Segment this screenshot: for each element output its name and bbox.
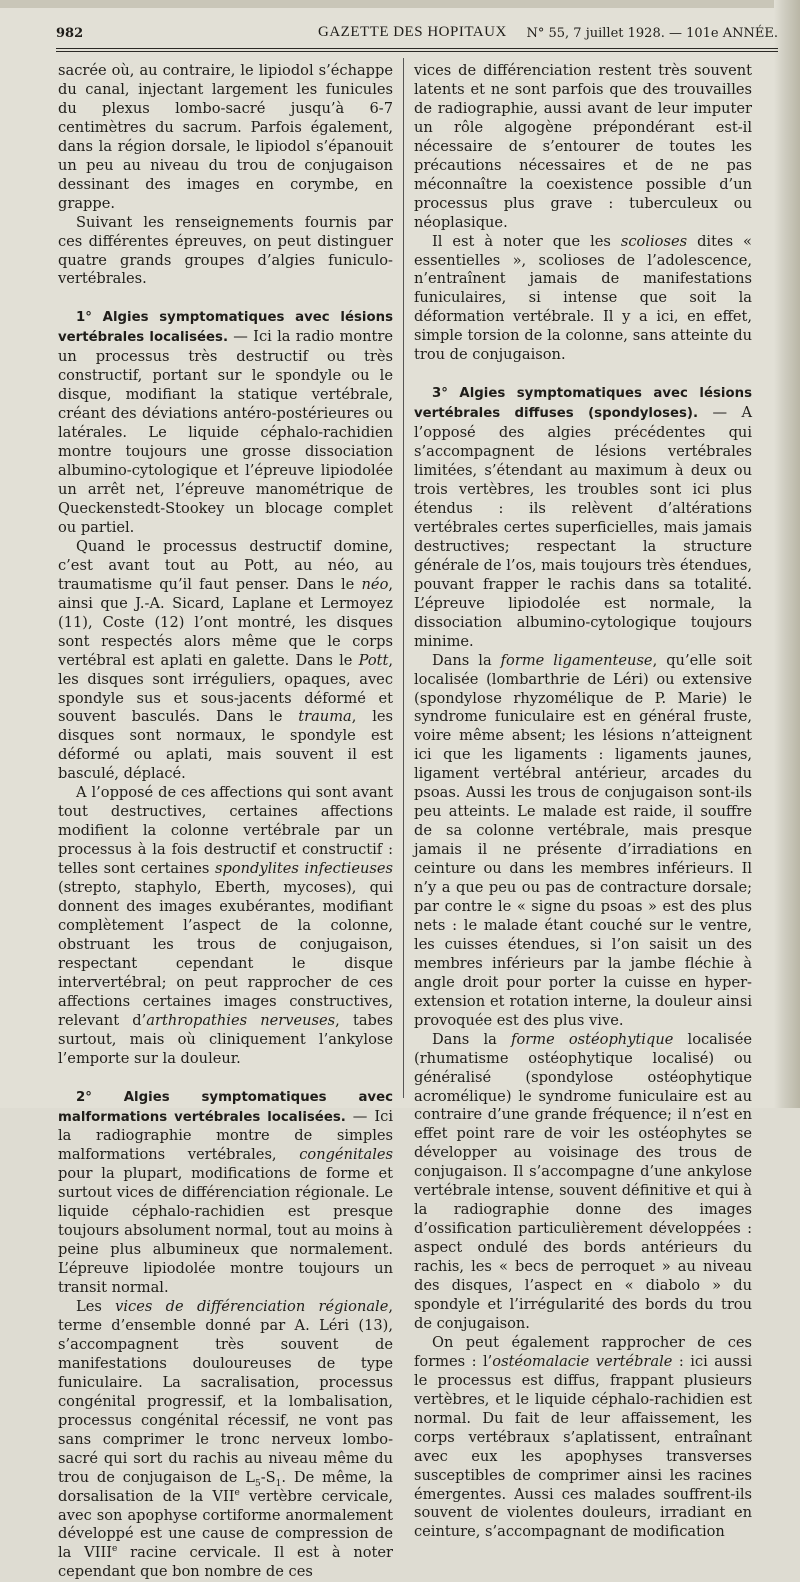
section-heading: 2° Algies symptomatiques avec malformations vertébrales localisées.	[58, 1089, 393, 1125]
page-number: 982	[56, 26, 84, 41]
paragraph: Quand le processus destructif domine, c’est avant tout au Pott, au néo, au traumatisme qu’il faut penser. Dans le néo, ainsi que J.-A. Sicard, Laplane et Lermoyez (11), Coste (12) l’ont montré, les disques sont respectés alors même que le corps vertébral est aplati en galette. Dans le Pott, les disques sont irréguliers, opaques, avec spondyle sus et sous-jacents déformé et souvent basculés. Dans le trauma, les disques sont normaux, le spondyle est déformé ou aplati, mais souvent il est basculé, déplacé.	[58, 537, 393, 783]
paragraph: Suivant les renseignements fournis par ces différentes épreuves, on peut distinguer quatre grands groupes d’algies funiculo-vertébrales.	[58, 213, 393, 288]
paragraph: Dans la forme ligamenteuse, qu’elle soit localisée (lombarthrie de Léri) ou extensive (spondylose rhyzomélique de P. Marie) le syndrome funiculaire est en général fruste, voire même absent; les lésions n’atteignent ici que les ligaments : ligaments jaunes, ligament vertébral antérieur, arcades du psoas. Aussi les trous de conjugaison sont-ils peu atteints. Le malade est raide, il souffre de sa colonne vertébrale, mais presque jamais il ne présente d’irradiations en ceinture ou dans les membres inférieurs. Il n’y a que peu ou pas de contracture dorsale; par contre le « signe du psoas » est des plus nets : le malade étant couché sur le ventre, les cuisses étendues, si l’on saisit un des membres inférieurs par la jambe fléchie à angle droit pour porter la cuisse en hyper-extension et rotation interne, la douleur ainsi provoquée est des plus vive.	[414, 651, 753, 1029]
section-1: 1° Algies symptomatiques avec lésions vertébrales localisées. — Ici la radio montre un processus très destructif ou très constructif, portant sur le spondyle ou le disque, modifiant la statique vertébrale, créant des déviations antéro-postérieures ou latérales. Le liquide céphalo-rachidien montre toujours une grosse dissociation albumino-cytologique et l’épreuve lipiodolée un arrêt net, l’épreuve manométrique de Queckenstedt-Stookey un blocage complet ou partiel.	[58, 310, 393, 536]
paragraph: Les vices de différenciation régionale, terme d’ensemble donné par A. Léri (13), s’accompagnent très souvent de manifestations douloureuses de type funiculaire. La sacralisation, processus congénital progressif, et la lombalisation, processus congénital récessif, ne vont pas sans comprimer le tronc nerveux lombo-sacré qui sort du rachis au niveau même du trou de conjugaison de $L_5-S_1$. De même, la dorsalisation de la VIIe vertèbre cervicale, avec son apophyse cortiforme anormalement développé est une cause de compression de la VIIIe racine cervicale. Il est à noter cependant que bon nombre de ces	[58, 1298, 393, 1581]
paragraph: Il est à noter que les scolioses dites « essentielles », scolioses de l’adolescence, n’entraînent jamais de manifestations funiculaires, si intense que soit la déformation vertébrale. Il y a ici, en effet, simple torsion de la colonne, sans atteinte du trou de conjugaison.	[414, 232, 752, 364]
paragraph: A l’opposé de ces affections qui sont avant tout destructives, certaines affections modifient la colonne vertébrale par un processus à la fois destructif et constructif : telles sont certaines spondylites infectieuses (strepto, staphylo, Eberth, mycoses), qui donnent des images exubérantes, modifiant complètement l’aspect de la colonne, obstruant les trous de conjugaison, respectant cependant le disque intervertébral; on peut rapprocher de ces affections certaines images constructives, relevant d’arthropathies nerveuses, tabes surtout, mais où cliniquement l’ankylose l’emporte sur la douleur.	[58, 784, 393, 1067]
paragraph: sacrée où, au contraire, le lipiodol s’échappe du canal, injectant largement les funicules du plexus lombo-sacré jusqu’à 6-7 centimètres du sacrum. Parfois également, dans la région dorsale, le lipiodol s’épanouit un peu au niveau du trou de conjugaison dessinant des images en corymbe, en grappe.	[58, 62, 393, 212]
section-heading: 1° Algies symptomatiques avec lésions vertébrales localisées.	[58, 310, 393, 346]
right-column	[414, 62, 752, 1542]
issue-info: N° 55, 7 juillet 1928. — 101e ANNÉE.	[526, 26, 778, 41]
running-header	[56, 22, 778, 44]
journal-title: GAZETTE DES HOPITAUX	[318, 24, 507, 40]
section-2: 2° Algies symptomatiques avec malformations vertébrales localisées. — Ici la radiographie montre de simples malformations vertébrales, congénitales pour la plupart, modifications de forme et surtout vices de différenciation régionale. Le liquide céphalo-rachidien est presque toujours absolument normal, tout au moins à peine plus albumineux que normalement. L’épreuve lipiodolée montre toujours un transit normal.	[58, 1089, 393, 1297]
section-3: 3° Algies symptomatiques avec lésions vertébrales diffuses (spondyloses). — A l’opposé des algies précédentes qui s’accompagnent de lésions vertébrales limitées, s’étendant au maximum à deux ou trois vertèbres, les troubles sont ici plus étendus : ils relèvent d’altérations vertébrales certes superficielles, mais jamais destructives; respectant la structure générale de l’os, mais toujours très étendues, pouvant frapper le rachis dans sa totalité. L’épreuve lipiodolée est normale, la dissociation albumino-cytologique toujours minime.	[414, 386, 752, 650]
section-heading: 3° Algies symptomatiques avec lésions vertébrales diffuses (spondyloses).	[414, 386, 752, 422]
left-column	[58, 62, 393, 1582]
paragraph: vices de différenciation restent très souvent latents et ne sont parfois que des trouvailles de radiographie, aussi avant de leur imputer un rôle algogène prépondérant est-il nécessaire de s’entourer de toutes les précautions nécessaires et de ne pas méconnaître la coexistence possible d’un processus plus grave : tuberculeux ou néoplasique.	[414, 62, 752, 231]
page-right-edge	[774, 0, 800, 1108]
page-top-edge	[0, 0, 800, 8]
header-rule	[56, 48, 778, 49]
column-separator	[403, 58, 404, 1098]
header-rule-thin	[56, 51, 778, 52]
paragraph: On peut également rapprocher de ces formes : l’ostéomalacie vertébrale : ici aussi le processus est diffus, frappant plusieurs vertèbres, et le liquide céphalo-rachidien est normal. Du fait de leur affaissement, les corps vertébraux s’aplatissent, entraînant avec eux les apophyses transverses susceptibles de comprimer ainsi les racines émergentes. Aussi ces malades souffrent-ils souvent de violentes douleurs, irradiant en ceinture, s’accompagnant de modification	[414, 1333, 752, 1541]
paragraph: Dans la forme ostéophytique localisée (rhumatisme ostéophytique localisé) ou généralisé (spondylose ostéophytique acromélique) le syndrome funiculaire est au contraire d’une grande fréquence; il n’est en effet point rare de voir les ostéophytes se développer au voisinage des trous de conjugaison. Il s’accompagne d’une ankylose vertébrale intense, souvent définitive et qui à la radiographie donne des images d’ossification particulièrement développées : aspect ondulé des bords antérieurs du rachis, les « becs de perroquet » au niveau des disques, l’aspect en « diabolo » du spondyle et l’irrégularité des bords du trou de conjugaison.	[414, 1030, 752, 1332]
